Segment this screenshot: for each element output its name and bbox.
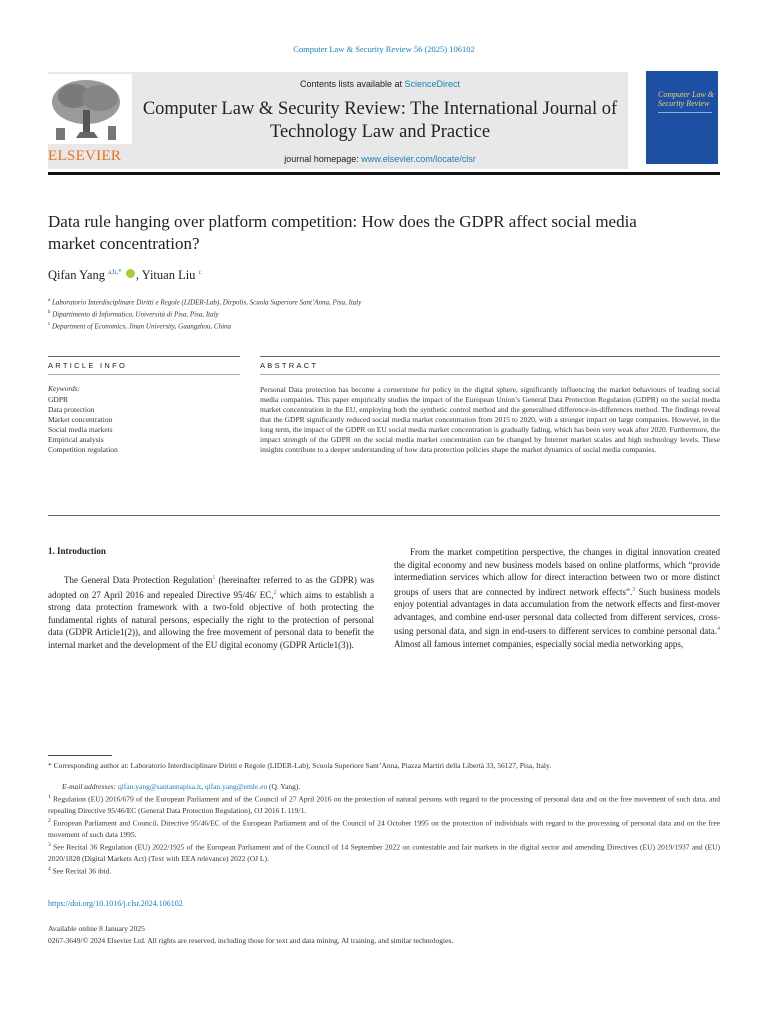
cover-divider	[658, 112, 712, 113]
email-separator: ,	[201, 782, 205, 791]
footnote-number: 4	[48, 866, 51, 872]
affiliation-text: Laboratorio Interdisciplinare Diritti e Regole (LIDER-Lab), Dirpolis, Scuola Superiore Sant’Anna, Pisa, Italy	[51, 298, 362, 307]
footnote-number: 2	[48, 818, 51, 824]
footnote-email	[48, 781, 720, 792]
intro-paragraph-left	[48, 572, 374, 651]
footnote-ref[interactable]: 3	[632, 586, 636, 593]
footnote-3	[48, 840, 720, 864]
footnote-ref[interactable]: 2	[273, 589, 277, 596]
footnote-ref[interactable]: 4	[717, 626, 720, 632]
affiliation	[48, 319, 231, 332]
journal-citation[interactable]: Computer Law & Security Review 56 (2025) 106102	[293, 44, 475, 54]
paragraph-text: which aims to establish a strong data protection framework with a two-fold objective of both protecting the fundamental rights of natural persons, especially the right to the protection of personal data (GDPR Article1(2)), and allowing the free movement of personal data to benefit the internal market and the development of the EU digital economy (GDPR Article1(3)).	[48, 589, 375, 650]
author-affiliation-marks[interactable]: c	[198, 268, 202, 276]
doi-link[interactable]: https://doi.org/10.1016/j.clsr.2024.106102	[48, 899, 183, 908]
author-name[interactable]: Qifan Yang	[48, 268, 105, 283]
footnote-2	[48, 816, 720, 840]
article-info-rule-bottom	[48, 374, 240, 375]
email-link[interactable]: qifan.yang@emle.eu	[204, 782, 268, 791]
footnote-4	[48, 864, 720, 877]
footnote-text: European Parliament and Council, Directive 95/46/EC of the European Parliament and of the Council of 24 October 1995 on the protection of individuals with regard to the processing of personal data and on the free movement of such data 1995.	[48, 818, 720, 839]
paragraph-text: The General Data Protection Regulation	[64, 575, 213, 585]
keyword[interactable]: Competition regulation	[48, 445, 118, 454]
author-affiliation-marks[interactable]: a,b,*	[108, 268, 122, 276]
abstract-rule	[260, 356, 720, 357]
article-info-rule	[48, 356, 240, 357]
journal-title: Computer Law & Security Review: The International Journal of Technology Law and Practice	[142, 99, 618, 142]
orcid-icon[interactable]	[126, 269, 135, 278]
contents-line	[140, 79, 620, 89]
paragraph-text: Such business models enjoy potential advantages in data accumulation from the network effects and first-mover advantages, and combine end-user personal data collected from different services, cross-using personal data, and sign in end-users to different services to combine personal data.	[394, 586, 720, 636]
affiliation-text: Department of Economics, Jinan University, Guangzhou, China	[51, 322, 232, 331]
paragraph-text: Almost all famous internet companies, especially social media networking apps,	[394, 638, 684, 649]
article-info-heading: ARTICLE INFO	[48, 361, 128, 370]
masthead-rule	[48, 172, 720, 175]
keyword[interactable]: Data protection	[48, 405, 95, 414]
keyword[interactable]: Empirical analysis	[48, 435, 104, 444]
affiliation-mark: a	[48, 298, 51, 303]
footnote-text: Regulation (EU) 2016/679 of the European Parliament and of the Council of 27 April 2016 on the protection of natural persons with regard to the processing of personal data and on the free movement of such data, and repealing Directive 95/46/EC (General Data Protection Regulation), OJ 2016 L 119/1.	[48, 794, 720, 815]
copyright-line: 0267-3649/© 2024 Elsevier Ltd. All rights are reserved, including those for text and data mining, AI training, and similar technologies.	[48, 936, 454, 945]
author-separator: ,	[135, 268, 142, 283]
sciencedirect-link[interactable]: ScienceDirect	[404, 79, 461, 89]
keyword[interactable]: GDPR	[48, 395, 69, 404]
footnote-number: 3	[48, 842, 51, 848]
abstract-end-rule	[48, 515, 720, 516]
paragraph-text: (hereinafter referred to as the GDPR) was adopted on 27 April 2016 and repealed Directive 95/46/ EC,	[48, 575, 374, 600]
affiliation-text: Dipartimento di Informatica, Università di Pisa, Pisa, Italy	[52, 310, 219, 319]
email-label: E-mail addresses:	[62, 782, 117, 791]
intro-paragraph-right	[394, 546, 720, 650]
keywords-label: Keywords:	[48, 384, 81, 393]
affiliation-mark: b	[48, 310, 51, 315]
footnote-number: 1	[48, 794, 51, 800]
footnote-text: See Recital 36 ibid.	[50, 866, 112, 876]
journal-homepage-link[interactable]: www.elsevier.com/locate/clsr	[361, 154, 476, 164]
author-list	[48, 268, 202, 283]
article-title: Data rule hanging over platform competition: How does the GDPR affect social media market concentration?	[48, 212, 637, 253]
footnote-rule	[48, 755, 112, 756]
journal-cover-thumbnail[interactable]	[646, 71, 718, 164]
paragraph-text: From the market competition perspective, the changes in digital innovation created the digital economy and new business models based on online platforms, which “provide intermediation services which allow for direct interaction between two or more distinct groups of users that are connected by indirect network effects”.	[394, 547, 720, 597]
keyword[interactable]: Social media markets	[48, 425, 113, 434]
homepage-line	[140, 154, 620, 164]
footnote-corresponding: * Corresponding author at: Laboratorio Interdisciplinare Diritti e Regole (LIDER-Lab), Scuola Superiore Sant’Anna, Piazza Martiri della Libertà 33, 56127, Pisa, Italy.	[48, 761, 552, 770]
publisher-wordmark: ELSEVIER	[48, 148, 122, 164]
author-name[interactable]: Yituan Liu	[141, 268, 196, 283]
footnote-text: See Recital 36 Regulation (EU) 2022/1925 of the European Parliament and of the Council of 14 September 2022 on contestable and fair markets in the digital sector and amending Directives (EU) 2019/1937 and (EU) 2020/1828 (Digital Markets Act) (Text with EEA relevance) 2022 (OJ L).	[48, 842, 720, 863]
cover-title: Computer Law & Security Review	[658, 90, 715, 108]
abstract-heading: ABSTRACT	[260, 361, 319, 370]
section-heading: 1. Introduction	[48, 546, 106, 556]
abstract-text: Personal Data protection has become a cornerstone for policy in the digital sphere, significantly influencing the market behaviours of leading social media companies. This paper empirically studies the impact of the European Union’s General Data Protection Regulation (GDPR) on the social media market concentration in the EU, employing both the synthetic control method and the generalised difference-in-differences method. The findings reveal that the GDPR significantly reduced social media market concentration from 2015 to 2020, with a stronger impact on large companies. However, in the long term, the impact of the GDPR on EU social media market concentration is gradually fading, which has been very weak after 2020. Furthermore, the impact strength of the GDPR on the social media market concentration can be changed by Internet market scales and high technology levels. These insights contribute to a deeper understanding of how data protection policies shape the market dynamics of social media companies.	[260, 385, 720, 454]
homepage-prefix: journal homepage:	[284, 154, 362, 164]
email-link[interactable]: qifan.yang@santannapisa.it	[117, 782, 202, 791]
keyword[interactable]: Market concentration	[48, 415, 113, 424]
footnote-1	[48, 792, 720, 816]
affiliation-mark: c	[48, 322, 51, 327]
email-suffix: (Q. Yang).	[267, 782, 301, 791]
available-online: Available online 8 January 2025	[48, 924, 145, 933]
contents-prefix: Contents lists available at	[299, 79, 405, 89]
abstract-rule-bottom	[260, 374, 720, 375]
footnote-ref[interactable]: 1	[212, 575, 216, 581]
